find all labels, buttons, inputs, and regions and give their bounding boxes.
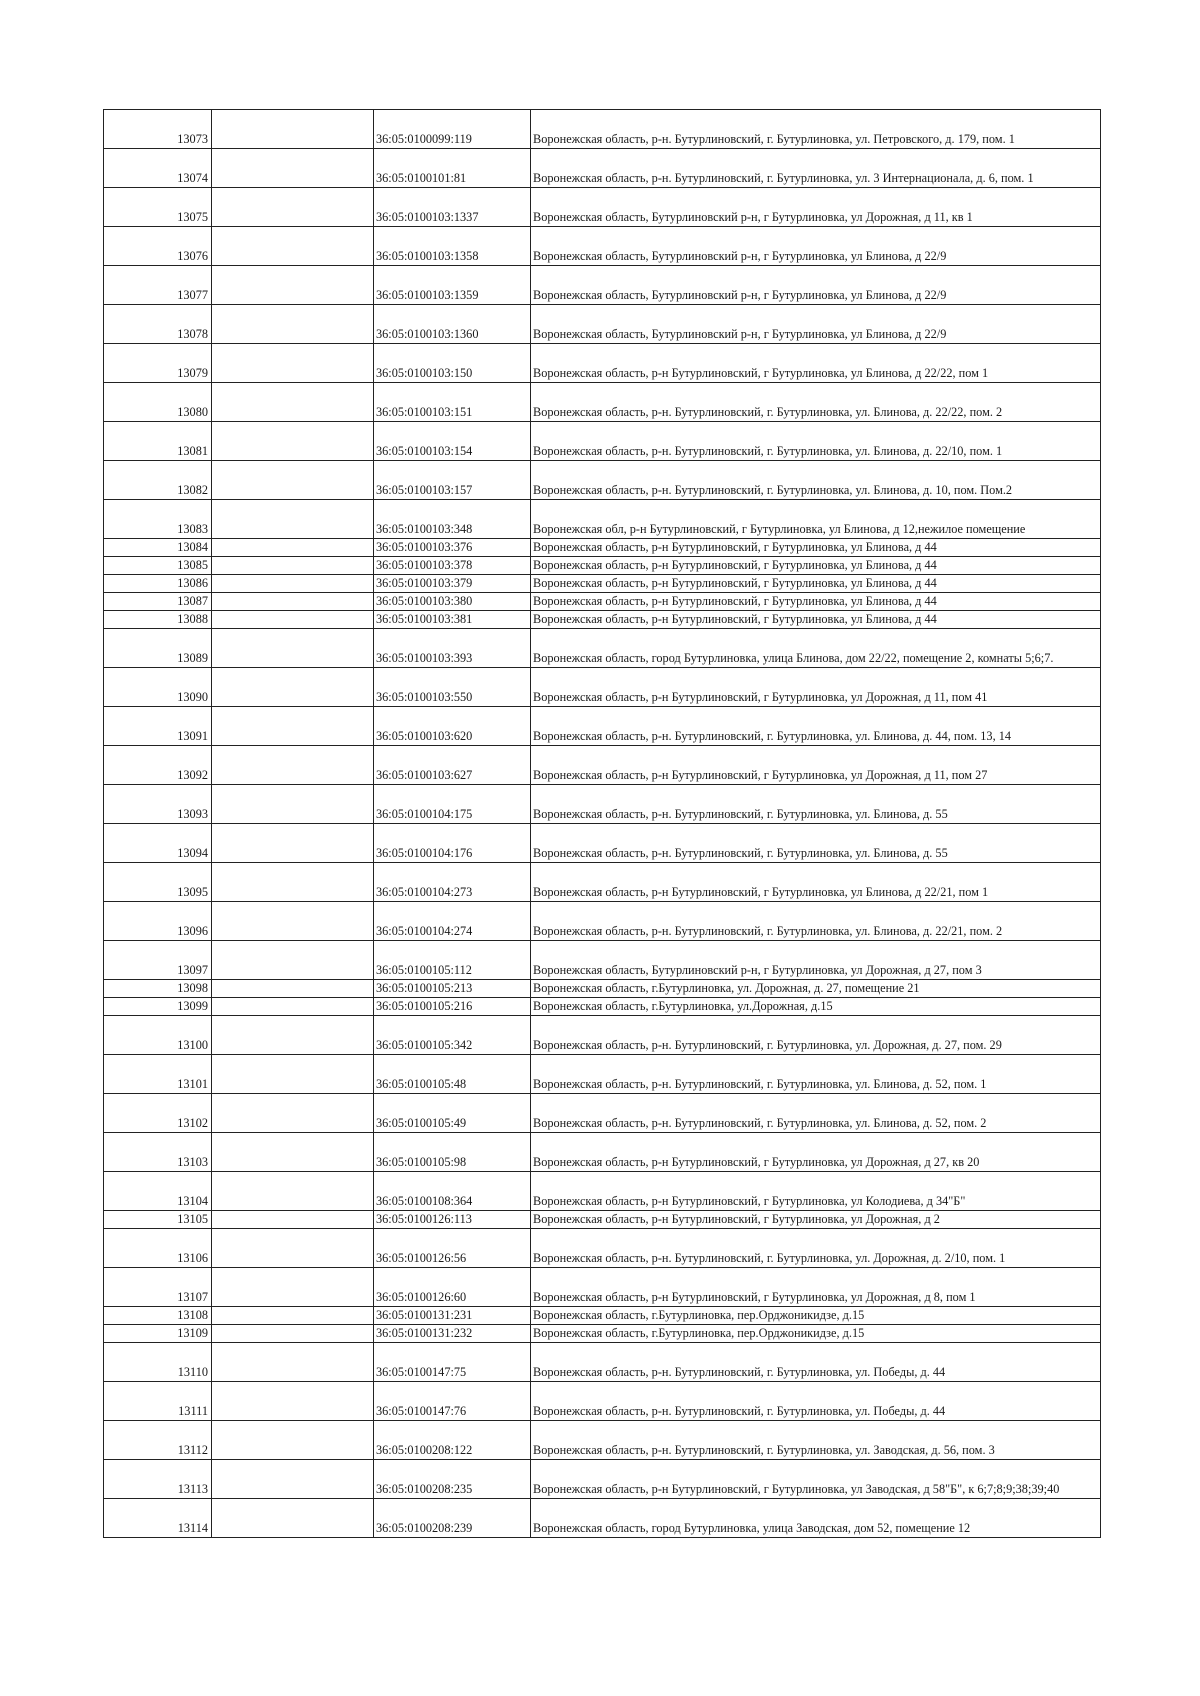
cadastral-number-cell: 36:05:0100105:213 [374,980,531,998]
address-cell: Воронежская область, Бутурлиновский р-н, г Бутурлиновка, ул Дорожная, д 27, пом 3 [531,941,1101,980]
address-cell: Воронежская область, р-н. Бутурлиновский, г. Бутурлиновка, ул. Блинова, д. 52, пом. 1 [531,1055,1101,1094]
table-row [104,593,1101,611]
cadastral-number-cell: 36:05:0100105:342 [374,1016,531,1055]
table-row [104,824,1101,863]
empty-cell [212,668,374,707]
table-row [104,1172,1101,1211]
cadastral-number-cell: 36:05:0100147:75 [374,1343,531,1382]
table-row [104,1460,1101,1499]
empty-cell [212,593,374,611]
cadastral-number-cell: 36:05:0100131:232 [374,1325,531,1343]
table-row [104,1016,1101,1055]
cadastral-number-cell: 36:05:0100131:231 [374,1307,531,1325]
cadastral-number-cell: 36:05:0100208:122 [374,1421,531,1460]
cadastral-number-cell: 36:05:0100103:627 [374,746,531,785]
row-number-cell: 13092 [104,746,212,785]
row-number-cell: 13109 [104,1325,212,1343]
address-cell: Воронежская область, р-н. Бутурлиновский, г. Бутурлиновка, ул. Блинова, д. 52, пом. 2 [531,1094,1101,1133]
address-cell: Воронежская область, Бутурлиновский р-н, г Бутурлиновка, ул Дорожная, д 11, кв 1 [531,188,1101,227]
cadastral-number-cell: 36:05:0100105:98 [374,1133,531,1172]
empty-cell [212,1094,374,1133]
address-cell: Воронежская область, р-н Бутурлиновский, г Бутурлиновка, ул Заводская, д 58"Б", к 6;7;8;9;38;39;40 [531,1460,1101,1499]
cadastral-number-cell: 36:05:0100103:150 [374,344,531,383]
row-number-cell: 13086 [104,575,212,593]
table-row [104,629,1101,668]
address-cell: Воронежская область, р-н Бутурлиновский, г Бутурлиновка, ул Дорожная, д 2 [531,1211,1101,1229]
empty-cell [212,266,374,305]
cadastral-number-cell: 36:05:0100101:81 [374,149,531,188]
empty-cell [212,461,374,500]
table-row [104,422,1101,461]
row-number-cell: 13113 [104,1460,212,1499]
empty-cell [212,941,374,980]
cadastral-number-cell: 36:05:0100103:157 [374,461,531,500]
table-row [104,668,1101,707]
row-number-cell: 13074 [104,149,212,188]
row-number-cell: 13083 [104,500,212,539]
empty-cell [212,980,374,998]
address-cell: Воронежская область, р-н Бутурлиновский, г Бутурлиновка, ул Блинова, д 44 [531,611,1101,629]
row-number-cell: 13085 [104,557,212,575]
row-number-cell: 13076 [104,227,212,266]
empty-cell [212,110,374,149]
address-cell: Воронежская область, р-н. Бутурлиновский, г. Бутурлиновка, ул. Блинова, д. 22/21, пом. 2 [531,902,1101,941]
cadastral-number-cell: 36:05:0100105:216 [374,998,531,1016]
empty-cell [212,149,374,188]
table-row [104,1094,1101,1133]
cadastral-number-cell: 36:05:0100104:175 [374,785,531,824]
empty-cell [212,1307,374,1325]
row-number-cell: 13103 [104,1133,212,1172]
empty-cell [212,500,374,539]
table-row [104,227,1101,266]
row-number-cell: 13082 [104,461,212,500]
address-cell: Воронежская область, город Бутурлиновка, улица Блинова, дом 22/22, помещение 2, комнаты 5;6;7. [531,629,1101,668]
empty-cell [212,902,374,941]
row-number-cell: 13077 [104,266,212,305]
table-row [104,305,1101,344]
empty-cell [212,746,374,785]
cadastral-number-cell: 36:05:0100104:274 [374,902,531,941]
table-row [104,557,1101,575]
table-row [104,941,1101,980]
empty-cell [212,575,374,593]
address-cell: Воронежская область, р-н. Бутурлиновский, г. Бутурлиновка, ул. Блинова, д. 55 [531,824,1101,863]
table-body [104,110,1101,1538]
cadastral-number-cell: 36:05:0100103:380 [374,593,531,611]
empty-cell [212,998,374,1016]
empty-cell [212,1211,374,1229]
cadastral-number-cell: 36:05:0100104:273 [374,863,531,902]
address-cell: Воронежская область, р-н Бутурлиновский, г Бутурлиновка, ул Дорожная, д 11, пом 41 [531,668,1101,707]
cadastral-number-cell: 36:05:0100104:176 [374,824,531,863]
address-cell: Воронежская область, р-н. Бутурлиновский, г. Бутурлиновка, ул. 3 Интернационала, д. 6, пом. 1 [531,149,1101,188]
table-row [104,461,1101,500]
empty-cell [212,1460,374,1499]
row-number-cell: 13090 [104,668,212,707]
address-cell: Воронежская область, р-н. Бутурлиновский, г. Бутурлиновка, ул. Дорожная, д. 27, пом. 29 [531,1016,1101,1055]
empty-cell [212,1343,374,1382]
table-row [104,539,1101,557]
address-cell: Воронежская область, р-н Бутурлиновский, г Бутурлиновка, ул Дорожная, д 27, кв 20 [531,1133,1101,1172]
empty-cell [212,629,374,668]
address-cell: Воронежская область, р-н. Бутурлиновский, г. Бутурлиновка, ул. Блинова, д. 22/10, пом. 1 [531,422,1101,461]
table-row [104,980,1101,998]
row-number-cell: 13084 [104,539,212,557]
address-cell: Воронежская область, р-н Бутурлиновский, г Бутурлиновка, ул Блинова, д 44 [531,557,1101,575]
empty-cell [212,863,374,902]
table-row [104,1343,1101,1382]
property-register-table [103,109,1101,1538]
empty-cell [212,1421,374,1460]
empty-cell [212,1055,374,1094]
cadastral-number-cell: 36:05:0100105:48 [374,1055,531,1094]
row-number-cell: 13073 [104,110,212,149]
address-cell: Воронежская область, р-н. Бутурлиновский, г. Бутурлиновка, ул. Блинова, д. 44, пом. 13, 14 [531,707,1101,746]
address-cell: Воронежская область, Бутурлиновский р-н, г Бутурлиновка, ул Блинова, д 22/9 [531,305,1101,344]
table-row [104,902,1101,941]
address-cell: Воронежская область, р-н. Бутурлиновский, г. Бутурлиновка, ул. Блинова, д. 10, пом. Пом.2 [531,461,1101,500]
empty-cell [212,383,374,422]
row-number-cell: 13102 [104,1094,212,1133]
table-row [104,1325,1101,1343]
table-row [104,1382,1101,1421]
address-cell: Воронежская область, р-н Бутурлиновский, г Бутурлиновка, ул Дорожная, д 8, пом 1 [531,1268,1101,1307]
table-row [104,110,1101,149]
address-cell: Воронежская область, р-н. Бутурлиновский, г. Бутурлиновка, ул. Заводская, д. 56, пом. 3 [531,1421,1101,1460]
table-row [104,746,1101,785]
cadastral-number-cell: 36:05:0100103:348 [374,500,531,539]
address-cell: Воронежская область, р-н. Бутурлиновский, г. Бутурлиновка, ул. Дорожная, д. 2/10, пом. 1 [531,1229,1101,1268]
row-number-cell: 13107 [104,1268,212,1307]
address-cell: Воронежская область, р-н. Бутурлиновский, г. Бутурлиновка, ул. Победы, д. 44 [531,1343,1101,1382]
cadastral-number-cell: 36:05:0100103:154 [374,422,531,461]
row-number-cell: 13106 [104,1229,212,1268]
address-cell: Воронежская обл, р-н Бутурлиновский, г Бутурлиновка, ул Блинова, д 12,нежилое помещение [531,500,1101,539]
row-number-cell: 13088 [104,611,212,629]
table-row [104,344,1101,383]
row-number-cell: 13112 [104,1421,212,1460]
address-cell: Воронежская область, р-н. Бутурлиновский, г. Бутурлиновка, ул. Победы, д. 44 [531,1382,1101,1421]
empty-cell [212,707,374,746]
row-number-cell: 13093 [104,785,212,824]
empty-cell [212,824,374,863]
table-row [104,707,1101,746]
cadastral-number-cell: 36:05:0100208:239 [374,1499,531,1538]
row-number-cell: 13111 [104,1382,212,1421]
cadastral-number-cell: 36:05:0100103:381 [374,611,531,629]
row-number-cell: 13099 [104,998,212,1016]
table-row [104,1055,1101,1094]
cadastral-number-cell: 36:05:0100105:112 [374,941,531,980]
address-cell: Воронежская область, р-н Бутурлиновский, г Бутурлиновка, ул Блинова, д 44 [531,575,1101,593]
address-cell: Воронежская область, р-н. Бутурлиновский, г. Бутурлиновка, ул. Петровского, д. 179, пом. 1 [531,110,1101,149]
row-number-cell: 13100 [104,1016,212,1055]
empty-cell [212,1382,374,1421]
empty-cell [212,344,374,383]
empty-cell [212,1133,374,1172]
cadastral-number-cell: 36:05:0100103:620 [374,707,531,746]
address-cell: Воронежская область, р-н Бутурлиновский, г Бутурлиновка, ул Блинова, д 22/22, пом 1 [531,344,1101,383]
row-number-cell: 13078 [104,305,212,344]
cadastral-number-cell: 36:05:0100103:1359 [374,266,531,305]
address-cell: Воронежская область, р-н. Бутурлиновский, г. Бутурлиновка, ул. Блинова, д. 22/22, пом. 2 [531,383,1101,422]
table-row [104,611,1101,629]
address-cell: Воронежская область, Бутурлиновский р-н, г Бутурлиновка, ул Блинова, д 22/9 [531,266,1101,305]
cadastral-number-cell: 36:05:0100103:1360 [374,305,531,344]
row-number-cell: 13081 [104,422,212,461]
table-row [104,1421,1101,1460]
row-number-cell: 13104 [104,1172,212,1211]
table-row [104,149,1101,188]
cadastral-number-cell: 36:05:0100126:113 [374,1211,531,1229]
address-cell: Воронежская область, р-н Бутурлиновский, г Бутурлиновка, ул Блинова, д 22/21, пом 1 [531,863,1101,902]
row-number-cell: 13087 [104,593,212,611]
address-cell: Воронежская область, г.Бутурлиновка, ул.Дорожная, д.15 [531,998,1101,1016]
address-cell: Воронежская область, Бутурлиновский р-н, г Бутурлиновка, ул Блинова, д 22/9 [531,227,1101,266]
row-number-cell: 13094 [104,824,212,863]
cadastral-number-cell: 36:05:0100147:76 [374,1382,531,1421]
cadastral-number-cell: 36:05:0100105:49 [374,1094,531,1133]
row-number-cell: 13075 [104,188,212,227]
cadastral-number-cell: 36:05:0100103:550 [374,668,531,707]
address-cell: Воронежская область, г.Бутурлиновка, ул. Дорожная, д. 27, помещение 21 [531,980,1101,998]
cadastral-number-cell: 36:05:0100103:393 [374,629,531,668]
cadastral-number-cell: 36:05:0100103:376 [374,539,531,557]
empty-cell [212,539,374,557]
table-row [104,863,1101,902]
empty-cell [212,1172,374,1211]
row-number-cell: 13108 [104,1307,212,1325]
address-cell: Воронежская область, г.Бутурлиновка, пер.Орджоникидзе, д.15 [531,1325,1101,1343]
cadastral-number-cell: 36:05:0100103:378 [374,557,531,575]
row-number-cell: 13089 [104,629,212,668]
table-row [104,383,1101,422]
cadastral-number-cell: 36:05:0100103:151 [374,383,531,422]
empty-cell [212,557,374,575]
address-cell: Воронежская область, р-н. Бутурлиновский, г. Бутурлиновка, ул. Блинова, д. 55 [531,785,1101,824]
cadastral-number-cell: 36:05:0100103:1358 [374,227,531,266]
empty-cell [212,422,374,461]
table-row [104,188,1101,227]
cadastral-number-cell: 36:05:0100208:235 [374,1460,531,1499]
table-row [104,1307,1101,1325]
table-row [104,1499,1101,1538]
empty-cell [212,1268,374,1307]
row-number-cell: 13079 [104,344,212,383]
row-number-cell: 13114 [104,1499,212,1538]
table-row [104,1211,1101,1229]
empty-cell [212,227,374,266]
table-row [104,785,1101,824]
table-row [104,1268,1101,1307]
row-number-cell: 13098 [104,980,212,998]
cadastral-number-cell: 36:05:0100099:119 [374,110,531,149]
row-number-cell: 13091 [104,707,212,746]
cadastral-number-cell: 36:05:0100103:379 [374,575,531,593]
table-row [104,1133,1101,1172]
empty-cell [212,785,374,824]
empty-cell [212,1499,374,1538]
row-number-cell: 13080 [104,383,212,422]
row-number-cell: 13096 [104,902,212,941]
table-row [104,998,1101,1016]
empty-cell [212,611,374,629]
address-cell: Воронежская область, г.Бутурлиновка, пер.Орджоникидзе, д.15 [531,1307,1101,1325]
table-row [104,266,1101,305]
cadastral-number-cell: 36:05:0100126:60 [374,1268,531,1307]
address-cell: Воронежская область, р-н Бутурлиновский, г Бутурлиновка, ул Блинова, д 44 [531,539,1101,557]
address-cell: Воронежская область, р-н Бутурлиновский, г Бутурлиновка, ул Колодиева, д 34"Б" [531,1172,1101,1211]
cadastral-number-cell: 36:05:0100126:56 [374,1229,531,1268]
address-cell: Воронежская область, город Бутурлиновка, улица Заводская, дом 52, помещение 12 [531,1499,1101,1538]
empty-cell [212,1016,374,1055]
row-number-cell: 13101 [104,1055,212,1094]
cadastral-number-cell: 36:05:0100103:1337 [374,188,531,227]
empty-cell [212,1325,374,1343]
address-cell: Воронежская область, р-н Бутурлиновский, г Бутурлиновка, ул Блинова, д 44 [531,593,1101,611]
table-row [104,575,1101,593]
row-number-cell: 13110 [104,1343,212,1382]
empty-cell [212,305,374,344]
empty-cell [212,188,374,227]
table-row [104,1229,1101,1268]
address-cell: Воронежская область, р-н Бутурлиновский, г Бутурлиновка, ул Дорожная, д 11, пом 27 [531,746,1101,785]
row-number-cell: 13095 [104,863,212,902]
row-number-cell: 13097 [104,941,212,980]
table-row [104,500,1101,539]
row-number-cell: 13105 [104,1211,212,1229]
cadastral-number-cell: 36:05:0100108:364 [374,1172,531,1211]
empty-cell [212,1229,374,1268]
